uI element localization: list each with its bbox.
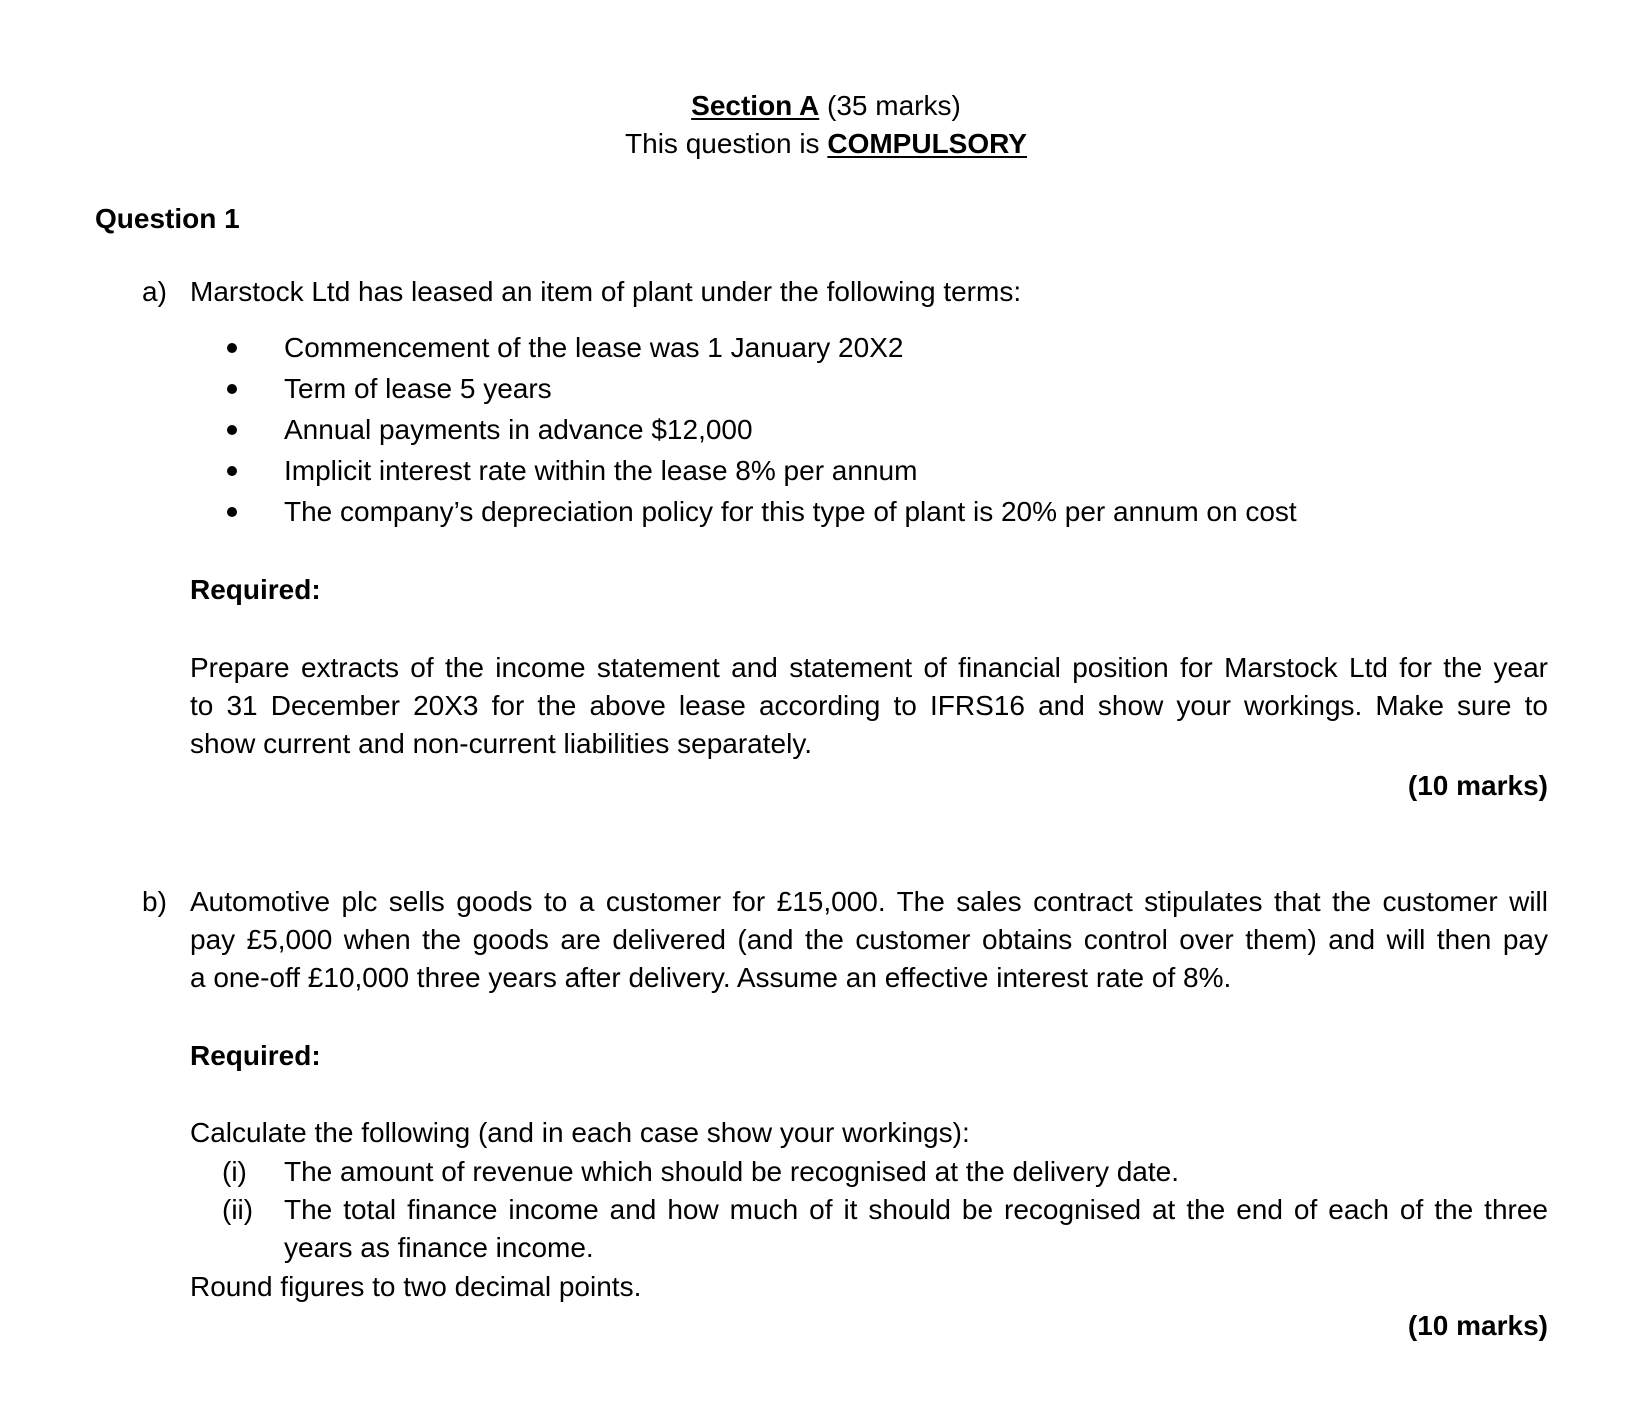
paragraph-line: Prepare extracts of the income statement and statement of financial position for Marstock Ltd for the year: [190, 652, 1548, 683]
compulsory-prefix: This question is: [625, 128, 828, 159]
part-b-marks: (10 marks): [1407, 1310, 1548, 1341]
compulsory-line: [0, 130, 1652, 158]
list-item: Implicit interest rate within the lease 8% per annum: [284, 455, 918, 486]
list-item: Commencement of the lease was 1 January 20X2: [284, 332, 904, 363]
list-item-continuation: years as finance income.: [284, 1232, 594, 1263]
section-marks: (35 marks): [827, 90, 961, 121]
paragraph-line: a one-off £10,000 three years after delivery. Assume an effective interest rate of 8%.: [190, 962, 1232, 993]
bullet-dot-icon: [227, 466, 237, 476]
part-b-required-label: Required:: [190, 1040, 321, 1071]
list-item: The company’s depreciation policy for this type of plant is 20% per annum on cost: [284, 496, 1297, 527]
part-b-calc-intro: Calculate the following (and in each case show your workings):: [190, 1117, 970, 1148]
question-title: Question 1: [95, 203, 240, 234]
list-item: Annual payments in advance $12,000: [284, 414, 753, 445]
part-b-label: b): [142, 886, 167, 917]
part-a-label: a): [142, 276, 167, 307]
bullet-dot-icon: [227, 507, 237, 517]
compulsory-word: COMPULSORY: [827, 128, 1027, 159]
paragraph-line: Automotive plc sells goods to a customer for £15,000. The sales contract stipulates that the customer will: [190, 886, 1548, 917]
bullet-dot-icon: [227, 425, 237, 435]
paragraph-line: pay £5,000 when the goods are delivered (and the customer obtains control over them) and will then pay: [190, 924, 1548, 955]
part-a-marks: (10 marks): [1407, 770, 1548, 801]
part-a-intro: Marstock Ltd has leased an item of plant under the following terms:: [190, 276, 1022, 307]
item-number: (ii): [222, 1194, 254, 1225]
section-heading: [0, 92, 1652, 120]
section-title: Section A: [691, 90, 820, 121]
part-a-required-label: Required:: [190, 574, 321, 605]
part-b-rounding-note: Round figures to two decimal points.: [190, 1271, 642, 1302]
list-item: Term of lease 5 years: [284, 373, 552, 404]
bullet-dot-icon: [227, 343, 237, 353]
list-item: The total finance income and how much of it should be recognised at the end of each of the three: [284, 1194, 1548, 1225]
paragraph-line: show current and non-current liabilities separately.: [190, 728, 813, 759]
list-item: The amount of revenue which should be recognised at the delivery date.: [284, 1156, 1180, 1187]
paragraph-line: to 31 December 20X3 for the above lease according to IFRS16 and show your workings. Make sure to: [190, 690, 1548, 721]
item-number: (i): [222, 1156, 247, 1187]
bullet-dot-icon: [227, 384, 237, 394]
